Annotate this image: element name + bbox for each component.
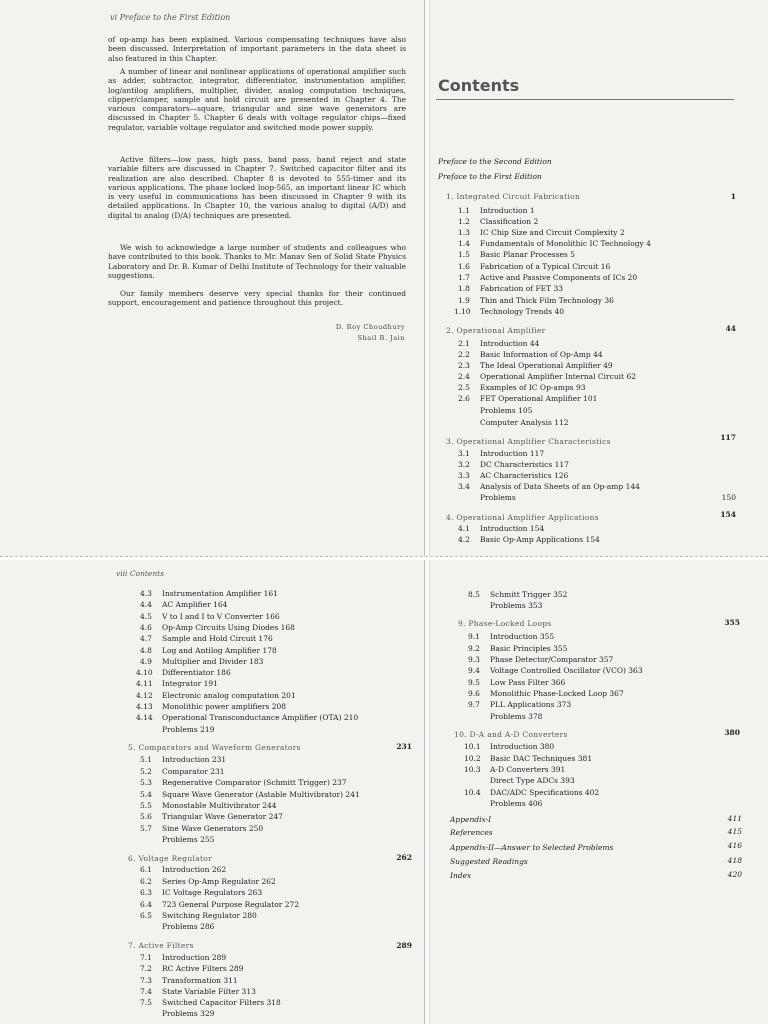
- toc-section[interactable]: Problems 105: [480, 406, 533, 415]
- chapter-title[interactable]: 5. Comparators and Waveform Generators: [128, 743, 301, 752]
- toc-section[interactable]: 4.1 Introduction 154: [458, 524, 545, 533]
- toc-section[interactable]: 7.3 Transformation 311: [140, 976, 238, 985]
- preface-paragraph: Our family members deserve very special thanks for their continued support, encouragement and patience throughout this project.: [108, 289, 406, 308]
- toc-section[interactable]: 3.4 Analysis of Data Sheets of an Op-amp 144: [458, 482, 640, 491]
- toc-section[interactable]: 2.3 The Ideal Operational Amplifier 49: [458, 361, 613, 370]
- toc-section[interactable]: 1.6 Fabrication of a Typical Circuit 16: [458, 262, 611, 271]
- running-head: viii Contents: [116, 569, 165, 578]
- toc-entry[interactable]: Index: [450, 871, 472, 880]
- toc-section[interactable]: Problems 255: [162, 835, 215, 844]
- page-title: Contents: [438, 76, 520, 95]
- preface-paragraph: Active filters—low pass, high pass, band pass, band reject and state variable filters are discussed in Chapter 7. Switched capacitor filter and its realization are also described. Chapter 8 is devoted to 555-timer and its various applications. The phase locked loop-565, an important linear IC which is very useful in communications has been discussed in Chapter 9 with its detailed applications. In Chapter 10, the various analog to digital (A/D) and digital to analog (D/A) techniques are presented.: [108, 155, 406, 220]
- chapter-page: 380: [724, 728, 740, 737]
- contents-page-end: [430, 560, 768, 1024]
- chapter-title[interactable]: 2. Operational Amplifier: [446, 326, 546, 335]
- toc-section[interactable]: 1.7 Active and Passive Components of ICs 20: [458, 273, 638, 282]
- chapter-page: 262: [396, 853, 412, 862]
- toc-section[interactable]: 5.4 Square Wave Generator (Astable Multivibrator) 241: [140, 790, 360, 799]
- toc-section[interactable]: 1.3 IC Chip Size and Circuit Complexity 2: [458, 228, 625, 237]
- chapter-title[interactable]: 3. Operational Amplifier Characteristics: [446, 437, 611, 446]
- chapter-page: 355: [724, 618, 740, 627]
- toc-section[interactable]: 9.7 PLL Applications 373: [468, 700, 572, 709]
- toc-section[interactable]: 2.1 Introduction 44: [458, 339, 540, 348]
- toc-section[interactable]: Problems 329: [162, 1009, 215, 1018]
- toc-section[interactable]: 1.1 Introduction 1: [458, 206, 535, 215]
- chapter-page: 44: [725, 324, 736, 333]
- toc-section[interactable]: Problems: [480, 493, 516, 502]
- chapter-page: 154: [720, 510, 736, 519]
- toc-section[interactable]: 1.10 Technology Trends 40: [454, 307, 565, 316]
- toc-section[interactable]: 6.2 Series Op-Amp Regulator 262: [140, 877, 276, 886]
- toc-section[interactable]: 9.4 Voltage Controlled Oscillator (VCO) 363: [468, 666, 643, 675]
- toc-section[interactable]: 7.5 Switched Capacitor Filters 318: [140, 998, 281, 1007]
- toc-entry-page: 411: [727, 814, 742, 823]
- toc-section[interactable]: 4.9 Multiplier and Divider 183: [140, 657, 264, 666]
- toc-section[interactable]: 6.4 723 General Purpose Regulator 272: [140, 900, 300, 909]
- chapter-page: 289: [396, 941, 412, 950]
- toc-entry[interactable]: Appendix-II—Answer to Selected Problems: [450, 843, 614, 852]
- toc-section[interactable]: 1.4 Fundamentals of Monolithic IC Technology 4: [458, 239, 651, 248]
- toc-section[interactable]: 10.3 A-D Converters 391: [464, 765, 566, 774]
- toc-entry[interactable]: Preface to the Second Edition: [438, 157, 552, 166]
- chapter-title[interactable]: 4. Operational Amplifier Applications: [446, 513, 599, 522]
- toc-section[interactable]: 4.10 Differentiator 186: [136, 668, 231, 677]
- toc-section[interactable]: 2.2 Basic Information of Op-Amp 44: [458, 350, 603, 359]
- toc-section[interactable]: 1.8 Fabrication of FET 33: [458, 284, 564, 293]
- toc-section[interactable]: 1.9 Thin and Thick Film Technology 36: [458, 296, 614, 305]
- toc-entry[interactable]: Preface to the First Edition: [438, 172, 542, 181]
- toc-section[interactable]: 5.3 Regenerative Comparator (Schmitt Trigger) 237: [140, 778, 347, 787]
- toc-section[interactable]: 2.5 Examples of IC Op-amps 93: [458, 383, 586, 392]
- toc-section[interactable]: 9.3 Phase Detector/Comparator 357: [468, 655, 614, 664]
- running-head: vi Preface to the First Edition: [110, 13, 231, 22]
- toc-section[interactable]: 8.5 Schmitt Trigger 352: [468, 590, 568, 599]
- toc-entry-page: 418: [727, 856, 742, 865]
- toc-section[interactable]: Problems 353: [490, 601, 543, 610]
- toc-entry[interactable]: Appendix-I: [450, 815, 492, 824]
- toc-entry[interactable]: References: [450, 828, 493, 837]
- toc-section[interactable]: 10.4 DAC/ADC Specifications 402: [464, 788, 600, 797]
- toc-section[interactable]: 4.2 Basic Op-Amp Applications 154: [458, 535, 600, 544]
- preface-paragraph: of op-amp has been explained. Various compensating techniques have also been discussed. Interpretation of important parameters in the data sheet is also featured in this Chapter.: [108, 35, 406, 63]
- toc-section[interactable]: 3.2 DC Characteristics 117: [458, 460, 569, 469]
- preface-paragraph: A number of linear and nonlinear applications of operational amplifier such as adder, subtractor, integrator, differentiator, instrumentation amplifier, log/antilog amplifiers, multiplier, divider, analog computation techniques, clipper/clamper, sample and hold circuit are presented in Chapter 4. The various comparators—square, triangular and sine wave generators are discussed in Chapter 5. Chapter 6 deals with voltage regulator chips—fixed regulator, variable voltage regulator and switched mode power supply.: [108, 67, 406, 132]
- toc-entry-page: 416: [727, 841, 742, 850]
- chapter-title[interactable]: 7. Active Filters: [128, 941, 194, 950]
- contents-page: [430, 0, 768, 556]
- chapter-title[interactable]: 10. D-A and A-D Converters: [454, 730, 568, 739]
- toc-section[interactable]: 9.5 Low Pass Filter 366: [468, 678, 566, 687]
- chapter-title[interactable]: 6. Voltage Regulator: [128, 854, 212, 863]
- toc-section[interactable]: Problems 378: [490, 712, 543, 721]
- toc-section[interactable]: 6.3 IC Voltage Regulators 263: [140, 888, 263, 897]
- toc-section[interactable]: 4.12 Electronic analog computation 201: [136, 691, 296, 700]
- author-signature: Shail B. Jain: [357, 334, 405, 342]
- toc-section[interactable]: Computer Analysis 112: [480, 418, 569, 427]
- toc-section[interactable]: 5.5 Monostable Multivibrator 244: [140, 801, 277, 810]
- toc-section[interactable]: Problems 219: [162, 725, 215, 734]
- preface-page: [0, 0, 424, 556]
- toc-section[interactable]: 10.2 Basic DAC Techniques 381: [464, 754, 593, 763]
- author-signature: D. Roy Choudhury: [335, 323, 405, 331]
- toc-section[interactable]: 6.5 Switching Regulator 280: [140, 911, 257, 920]
- toc-entry-page: 420: [727, 870, 742, 879]
- chapter-page: 1: [730, 192, 736, 201]
- toc-section[interactable]: 7.4 State Variable Filter 313: [140, 987, 256, 996]
- toc-section[interactable]: 5.7 Sine Wave Generators 250: [140, 824, 264, 833]
- toc-section[interactable]: 2.4 Operational Amplifier Internal Circuit 62: [458, 372, 637, 381]
- toc-section[interactable]: 4.6 Op-Amp Circuits Using Diodes 168: [140, 623, 295, 632]
- chapter-title[interactable]: 1. Integrated Circuit Fabrication: [446, 192, 581, 201]
- toc-section[interactable]: 5.2 Comparator 231: [140, 767, 225, 776]
- toc-section[interactable]: Direct Type ADCs 393: [490, 776, 575, 785]
- toc-section[interactable]: Problems 286: [162, 922, 215, 931]
- problems-page: 150: [721, 493, 736, 502]
- toc-section[interactable]: 9.2 Basic Principles 355: [468, 644, 568, 653]
- toc-section[interactable]: 4.5 V to I and I to V Converter 166: [140, 612, 280, 621]
- chapter-title[interactable]: 9. Phase-Locked Loops: [458, 619, 552, 628]
- toc-section[interactable]: 4.3 Instrumentation Amplifier 161: [140, 589, 278, 598]
- toc-section[interactable]: 4.4 AC Amplifier 164: [140, 600, 228, 609]
- toc-section[interactable]: 2.6 FET Operational Amplifier 101: [458, 394, 598, 403]
- toc-section[interactable]: 1.2 Classification 2: [458, 217, 539, 226]
- chapter-page: 117: [720, 433, 736, 442]
- toc-section[interactable]: 9.6 Monolithic Phase-Locked Loop 367: [468, 689, 624, 698]
- contents-page-continued: [0, 560, 424, 1024]
- toc-section[interactable]: 7.1 Introduction 289: [140, 953, 227, 962]
- toc-section[interactable]: 9.1 Introduction 355: [468, 632, 555, 641]
- preface-paragraph: We wish to acknowledge a large number of students and colleagues who have contributed to this book. Thanks to Mr. Manav Sen of Solid State Physics Laboratory and Dr. B. Kumar of Delhi Institute of Technology for their valuable suggestions.: [108, 243, 406, 280]
- toc-section[interactable]: Problems 406: [490, 799, 543, 808]
- toc-section[interactable]: 7.2 RC Active Filters 289: [140, 964, 244, 973]
- toc-section[interactable]: 4.7 Sample and Hold Circuit 176: [140, 634, 273, 643]
- toc-section[interactable]: 4.14 Operational Transconductance Amplifier (OTA) 210: [136, 713, 359, 722]
- toc-section[interactable]: 5.6 Triangular Wave Generator 247: [140, 812, 283, 821]
- toc-section[interactable]: 1.5 Basic Planar Processes 5: [458, 250, 575, 259]
- toc-entry-page: 415: [727, 827, 742, 836]
- toc-section[interactable]: 4.8 Log and Antilog Amplifier 178: [140, 646, 277, 655]
- toc-section[interactable]: 6.1 Introduction 262: [140, 865, 227, 874]
- toc-section[interactable]: 3.1 Introduction 117: [458, 449, 545, 458]
- title-rule: [436, 99, 734, 100]
- toc-section[interactable]: 10.1 Introduction 380: [464, 742, 555, 751]
- toc-section[interactable]: 4.13 Monolithic power amplifiers 208: [136, 702, 287, 711]
- chapter-page: 231: [396, 742, 412, 751]
- toc-entry[interactable]: Suggested Readings: [450, 857, 528, 866]
- toc-section[interactable]: 5.1 Introduction 231: [140, 755, 227, 764]
- toc-section[interactable]: 4.11 Integrator 191: [136, 679, 218, 688]
- toc-section[interactable]: 3.3 AC Characteristics 126: [458, 471, 569, 480]
